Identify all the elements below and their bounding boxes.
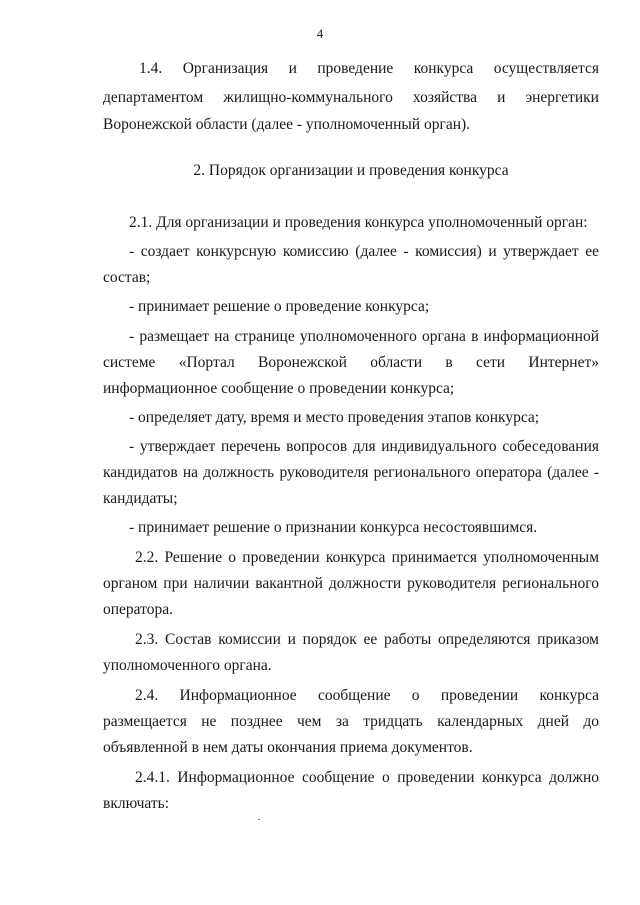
paragraph-2-1-item: - утверждает перечень вопросов для индивидуального собеседования кандидатов на должность руководителя регионального оператора (далее - кандидаты; [103,438,599,507]
section-1-4-word: Организация [182,60,269,77]
section-1-4-word: энергетики [525,89,599,106]
section-2-heading-wrap [103,158,599,184]
section-1-4-word: хозяйства [412,89,478,106]
paragraph-2-1-item: - определяет дату, время и место проведения этапов конкурса; [129,409,540,426]
section-1-4-line-1 [103,56,599,82]
section-2-body [103,210,599,817]
section-1-4-word: и [497,89,506,106]
paragraph-2-3: 2.3. Состав комиссии и порядок ее работы определяются приказом уполномоченного органа. [103,631,599,674]
section-1-4 [103,56,599,138]
paragraph-2-1-item: - размещает на странице уполномоченного органа в информационной системе «Портал Воронежской области в сети Интернет» информационное сообщение о проведении конкурса; [103,328,599,397]
paragraph-2-1-item: - принимает решение о проведение конкурса; [129,298,430,315]
section-2-heading: 2. Порядок организации и проведения конкурса [193,162,509,179]
scan-speck [258,819,260,820]
page-number: 4 [316,26,324,41]
section-1-4-word: конкурса [413,60,474,77]
section-1-4-line-3: Воронежской области (далее - уполномоченный орган). [103,116,471,133]
section-1-4-word: и [288,60,297,77]
section-1-4-line-2 [103,85,599,111]
paragraph-2-2: 2.2. Решение о проведении конкурса принимается уполномоченным органом при наличии вакантной должности руководителя регионального оператора. [103,549,599,618]
section-1-4-word: осуществляется [493,60,599,77]
paragraph-2-1: 2.1. Для организации и проведения конкурса уполномоченный орган: [129,214,588,231]
paragraph-2-4-1: 2.4.1. Информационное сообщение о проведении конкурса должно включать: [103,769,599,812]
section-1-4-word: проведение [317,60,394,77]
paragraph-2-1-item: - принимает решение о признании конкурса несостоявшимся. [129,519,538,536]
section-1-4-word: департаментом [103,89,204,106]
section-1-4-word: жилищно-коммунального [223,89,393,106]
section-1-4-number: 1.4. [139,60,163,77]
paragraph-2-4: 2.4. Информационное сообщение о проведении конкурса размещается не позднее чем за тридцать календарных дней до объявленной в нем даты окончания приема документов. [103,687,599,756]
paragraph-2-1-item: - создает конкурсную комиссию (далее - комиссия) и утверждает ее состав; [103,243,599,286]
